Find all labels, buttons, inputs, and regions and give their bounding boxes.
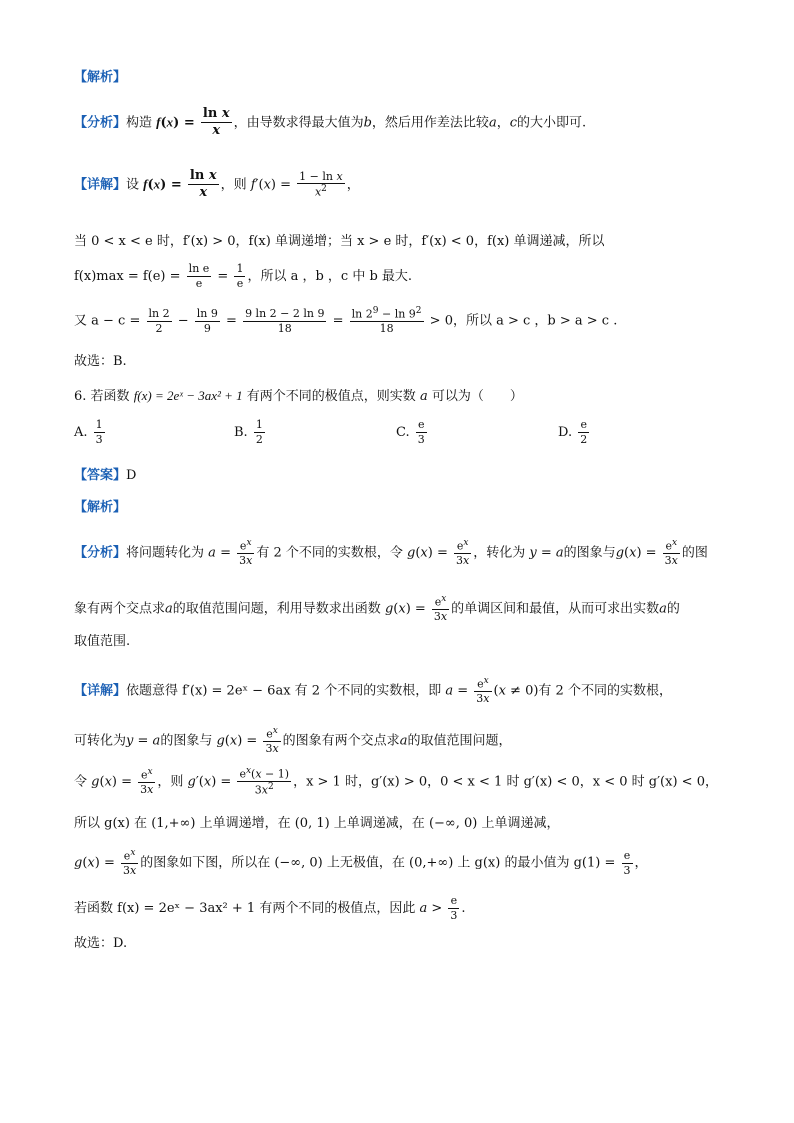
option-a: A. $\frac{1}{3}$ — [74, 418, 103, 446]
question-6-stem: 6. 若函数 f(x) = 2eˣ − 3ax² + 1 有两个不同的极值点，则实数 a 可以为（ ） — [74, 388, 523, 404]
analysis-heading-2: 【解析】 — [74, 500, 127, 515]
fraction-lnx-over-x: $\frac{\text{ln x}}{x}$ — [202, 106, 230, 139]
monotonicity-line: 当 0 < x < e 时，f′(x) > 0，f(x) 单调递增；当 x > e 时，f′(x) < 0，f(x) 单调递减，所以 — [74, 234, 605, 249]
fenxi-tag: 【分析】 — [74, 115, 127, 131]
detail-line-2: 可转化为y = a的图象与 g(x) = $\frac{e^x}{3x}$ 的图象有两个交点求a的取值范围问题， — [74, 726, 512, 756]
analysis-paragraph-2: 【分析】将问题转化为 a = $\frac{e^x}{3x}$ 有 2 个不同的实数根，令 g(x) = $\frac{e^x}{3x}$ ，转化为 y = a的图象与g(x) = $\frac{e^x}{3x}$ 的图 — [74, 538, 708, 568]
detail-paragraph-2: 【详解】依题意得 f′(x) = 2eˣ − 6ax 有 2 个不同的实数根，即 a = $\frac{e^x}{3x}$ (x ≠ 0)有 2 个不同的实数根， — [74, 676, 672, 706]
max-value-line: f(x)max = f(e) = $\frac{\text{ln e}}{e}$ = $\frac{1}{e}$ ，所以 a ，b ，c 中 b 最大. — [74, 262, 413, 290]
detail-paragraph-1: 【详解】设 f(x) = $\frac{\text{ln x}}{x}$ ，则 f′(x) = $\frac{\text{1 − ln x}}{x^2}$ ， — [74, 168, 360, 201]
answer-choice-line-2: 故选：D. — [74, 936, 128, 951]
question-6-formula: f(x) = 2eˣ − 3ax² + 1 — [133, 388, 243, 403]
xiangjie-tag: 【详解】 — [74, 177, 127, 193]
analysis-heading: 【解析】 — [74, 70, 127, 85]
answer-value: D — [126, 468, 137, 483]
compare-line: 又 a − c = $\frac{\ln 2}{2}$ − $\frac{\ln 9}{9}$ = $\frac{9 \ln 2 - 2 \ln 9}{18}$ = $\frac{\ln 2^9 - \ln 9^2}{18}$ > 0，所以 a > c ，b > a > c . — [74, 306, 618, 336]
detail-line-3: 令 g(x) = $\frac{e^x}{3x}$ ，则 g′(x) = $\frac{e^x(x - 1)}{3x^2}$ ，x > 1 时，g′(x) > 0，0 < x < 1 时 g′(x) < 0，x < 0 时 g′(x) < 0， — [74, 766, 718, 798]
detail-line-5: g(x) = $\frac{e^x}{3x}$ 的图象如下图，所以在 (−∞, 0) 上无极值，在 (0,+∞) 上 g(x) 的最小值为 g(1) = $\frac{e}{3}$ ， — [74, 848, 648, 878]
answer-choice-line-1: 故选：B. — [74, 354, 127, 369]
detail-line-6: 若函数 f(x) = 2eˣ − 3ax² + 1 有两个不同的极值点，因此 a > $\frac{e}{3}$ . — [74, 894, 466, 922]
detail-line-4: 所以 g(x) 在 (1,+∞) 上单调递增，在 (0, 1) 上单调递减，在 (−∞, 0) 上单调递减， — [74, 816, 560, 831]
answer-line: 【答案】D — [74, 468, 137, 483]
analysis-paragraph-1: 【分析】构造 f(x) = $\frac{\text{ln x}}{x}$ ，由导数求得最大值为b，然后用作差法比较a，c的大小即可. — [74, 106, 587, 139]
analysis-paragraph-2-line2: 象有两个交点求a的取值范围问题，利用导数求出函数 g(x) = $\frac{e^x}{3x}$ 的单调区间和最值，从而可求出实数a的 — [74, 594, 680, 624]
analysis-paragraph-2-line3: 取值范围. — [74, 634, 131, 649]
option-c: C. $\frac{e}{3}$ — [396, 418, 425, 446]
option-d: D. $\frac{e}{2}$ — [558, 418, 588, 446]
option-b: B. $\frac{1}{2}$ — [234, 418, 263, 446]
